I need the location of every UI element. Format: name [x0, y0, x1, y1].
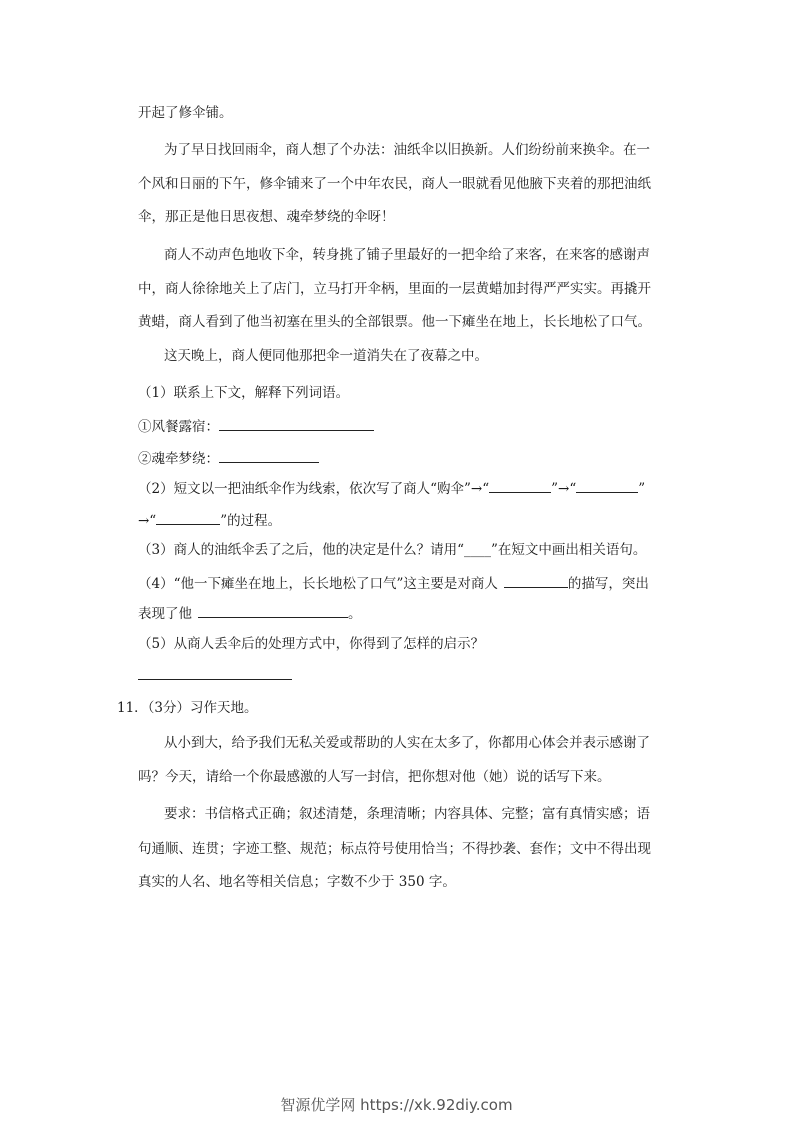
question-11-line: 句通顺、连贯；字迹工整、规范；标点符号使用恰当；不得抄袭、套作；文中不得出现 — [138, 841, 651, 857]
story-line: 黄蜡，商人看到了他当初塞在里头的全部银票。他一下瘫坐在地上，长长地松了口气。 — [138, 314, 651, 330]
story-line: 开起了修伞铺。 — [138, 105, 233, 121]
answer-blank[interactable] — [156, 510, 220, 525]
question-4 — [138, 573, 649, 593]
question-1a-label: ①风餐露宿： — [138, 419, 219, 435]
answer-blank[interactable] — [576, 478, 638, 493]
question-11-line: 吗？今天，请给一个你最感激的人写一封信，把你想对他（她）说的话写下来。 — [138, 769, 611, 785]
question-2-text: ”的过程。 — [220, 513, 282, 529]
question-4-text: 表现了他 — [138, 606, 192, 622]
question-11-line: 从小到大，给予我们无私关爱或帮助的人实在太多了，你都用心体会并表示感谢了 — [164, 735, 650, 751]
answer-blank[interactable] — [219, 416, 374, 431]
question-4-text: 的描写，突出 — [567, 576, 649, 592]
question-2-cont — [138, 510, 281, 530]
answer-blank[interactable] — [219, 448, 319, 463]
question-4-cont — [138, 603, 362, 623]
question-2 — [138, 478, 645, 498]
story-line: 为了早日找回雨伞，商人想了个办法：油纸伞以旧换新。人们纷纷前来换伞。在一 — [164, 142, 650, 158]
question-11-title: 11．（3分）习作天地。 — [117, 700, 258, 716]
question-1: （1）联系上下文，解释下列词语。 — [138, 385, 350, 401]
answer-blank[interactable] — [504, 573, 568, 588]
answer-blank[interactable] — [138, 679, 292, 680]
answer-blank[interactable] — [198, 603, 348, 618]
question-11-line: 真实的人名、地名等相关信息；字数不少于 350 字。 — [138, 874, 456, 890]
question-3: （3）商人的油纸伞丢了之后，他的决定是什么？请用“____”在短文中画出相关语句。 — [138, 542, 647, 558]
question-4-text: （4）“他一下瘫坐在地上，长长地松了口气”这主要是对商人 — [138, 576, 498, 592]
story-line: 这天晚上，商人便同他那把伞一道消失在了夜幕之中。 — [164, 348, 488, 364]
question-1a — [138, 416, 374, 436]
question-5: （5）从商人丢伞后的处理方式中，你得到了怎样的启示？ — [138, 636, 485, 652]
question-11-line: 要求：书信格式正确；叙述清楚，条理清晰；内容具体、完整；富有真情实感；语 — [164, 806, 650, 822]
question-2-text: →“ — [138, 513, 157, 529]
question-1b — [138, 448, 319, 468]
story-line: 中，商人徐徐地关上了店门，立马打开伞柄，里面的一层黄蜡加封得严严实实。再撬开 — [138, 281, 651, 297]
story-line: 伞，那正是他日思夜想、魂牵梦绕的伞呀！ — [138, 209, 395, 225]
story-line: 商人不动声色地收下伞，转身挑了铺子里最好的一把伞给了来客，在来客的感谢声 — [164, 247, 650, 263]
answer-blank[interactable] — [489, 478, 551, 493]
question-4-text: 。 — [348, 606, 362, 622]
question-2-text: ”→“ — [551, 481, 577, 497]
footer-watermark: 智源优学网 https://xk.92diy.com — [280, 1096, 513, 1114]
question-2-text: ” — [638, 481, 646, 497]
question-2-text: （2）短文以一把油纸伞作为线索，依次写了商人“购伞”→“ — [138, 481, 490, 497]
story-line: 个风和日丽的下午，修伞铺来了一个中年农民，商人一眼就看见他腋下夹着的那把油纸 — [138, 176, 651, 192]
question-1b-label: ②魂牵梦绕： — [138, 451, 219, 467]
